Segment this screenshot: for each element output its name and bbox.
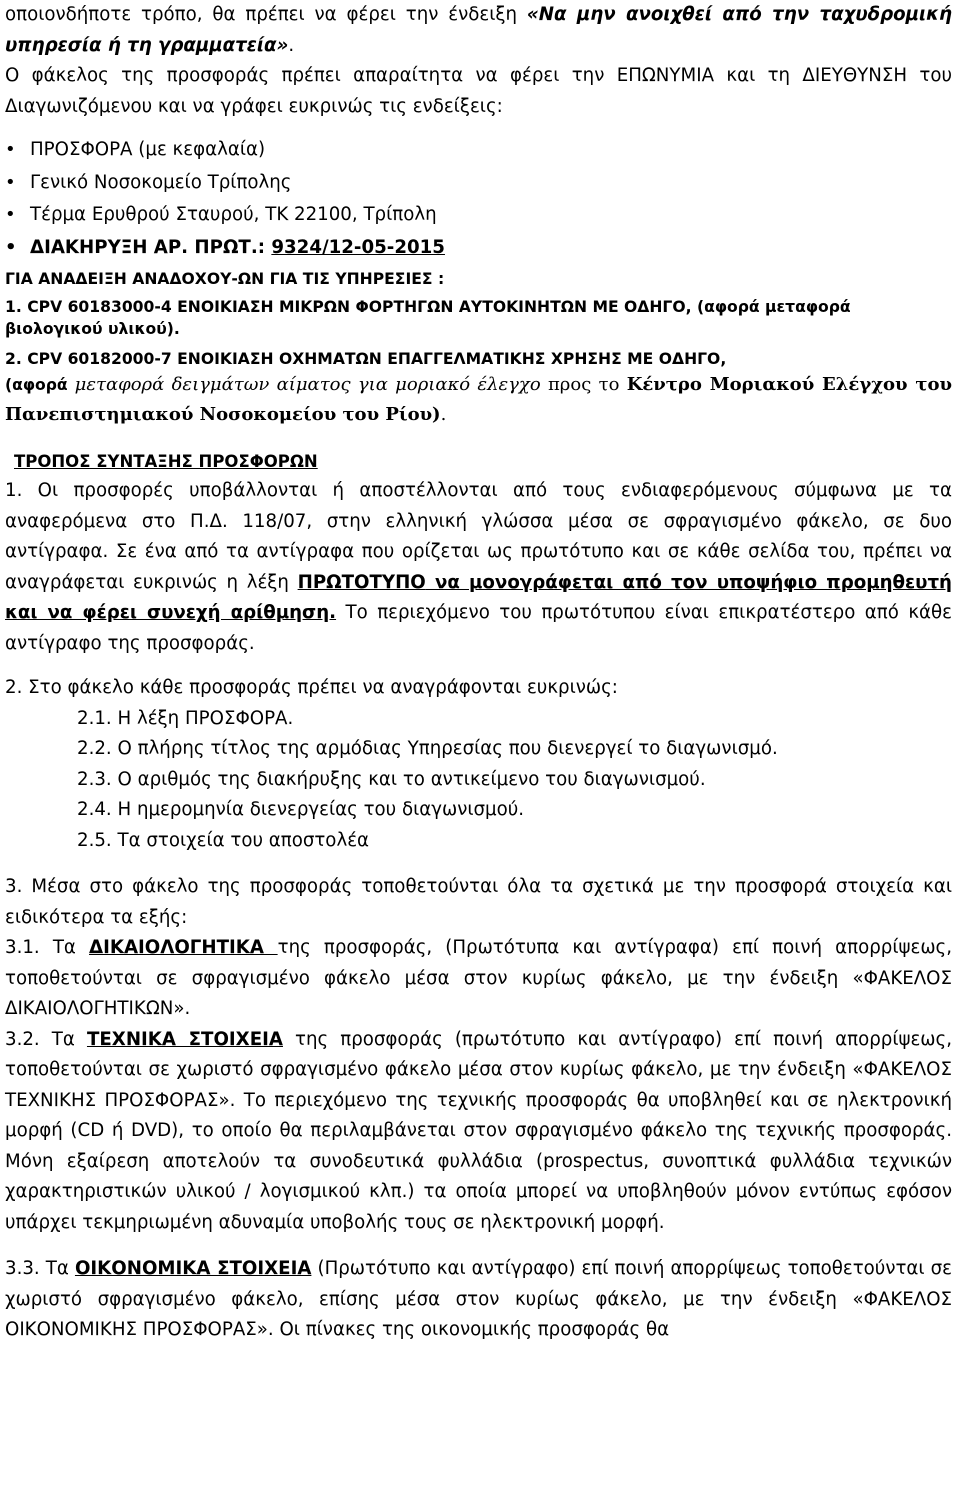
- paragraph-3-3: 3.3. Τα ΟΙΚΟΝΟΜΙΚΑ ΣΤΟΙΧΕΙΑ (Πρωτότυπο και αντίγραφο) επί ποινή απορρίψεως τοποθετούνται σε χωριστό σφραγισμένο φάκελο, επίσης μέσα στον κυρίως φάκελο, με την ένδειξη «ΦΑΚΕΛΟΣ ΟΙΚΟΝΟΜΙΚΗΣ ΠΡΟΣΦΟΡΑΣ». Οι πίνακες της οικονομικής προσφοράς θα: [5, 1258, 952, 1340]
- list-item: 2.1. Η λέξη ΠΡΟΣΦΟΡΑ.: [77, 707, 294, 729]
- bullet-icon: •: [5, 139, 16, 160]
- list-item: • ΠΡΟΣΦΟΡΑ (με κεφαλαία): [0, 134, 960, 167]
- list-item: 2.2. Ο πλήρης τίτλος της αρμόδιας Υπηρεσίας που διενεργεί το διαγωνισμό.: [77, 738, 778, 759]
- list-item: • Τέρμα Ερυθρού Σταυρού, ΤΚ 22100, Τρίπολη: [0, 199, 960, 232]
- list-item: [0, 232, 960, 265]
- list-item: 2.4. Η ημερομηνία διενεργείας του διαγωνισμού.: [77, 799, 525, 820]
- intro-paragraph: [0, 0, 960, 61]
- paragraph-3-2: 3.2. Τα ΤΕΧΝΙΚΑ ΣΤΟΙΧΕΙΑ της προσφοράς (πρωτότυπο και αντίγραφο) επί ποινή απορρίψεως, τοποθετούνται σε χωριστό σφραγισμένο φάκελο μέσα στον κυρίως φάκελο, με την ένδειξη «ΦΑΚΕΛΟΣ ΤΕΧΝΙΚΗΣ ΠΡΟΣΦΟΡΑΣ». Το περιεχόμενο της τεχνικής προσφοράς θα υποβληθεί και σε ηλεκτρονική μορφή (CD ή DVD), το οποίο θα περιλαμβάνεται στον σφραγισμένο φάκελο της τεχνικής προσφοράς. Μόνη εξαίρεση αποτελούν τα συνοδευτικά φυλλάδια (prospectus, συνοπτικά φυλλάδια τεχνικών χαρακτηριστικών υλικού / λογισμικού κλπ.) τα οποία μπορεί να υποβληθούν μόνον εντύπως εφόσον υπάρχει τεκμηριωμένη αδυναμία υποβολής τους σε ηλεκτρονική μορφή.: [5, 1028, 952, 1233]
- tender-label: ΔΙΑΚΗΡΥΞΗ ΑΡ. ΠΡΩΤ.:: [30, 236, 272, 258]
- paragraph-1: 1. Οι προσφορές υποβάλλονται ή αποστέλλονται από τους ενδιαφερόμενους σύμφωνα με τα αναφερόμενα στο Π.Δ. 118/07, στην ελληνική γλώσσα μέσα σε σφραγισμένο φάκελο, σε δυο αντίγραφα. Σε ένα από τα αντίγραφα που ορίζεται ως πρωτότυπο και σε κάθε σελίδα του, πρέπει να αναγράφεται ευκρινώς η λέξη ΠΡΩΤΟΤΥΠΟ να μονογράφεται από τον υποψήφιο προμηθευτή και να φέρει συνεχή αρίθμηση. Το περιεχόμενο του πρωτότυπου είναι επικρατέστερο από κάθε αντίγραφο της προσφοράς.: [5, 480, 952, 654]
- paragraph-3: 3. Μέσα στο φάκελο της προσφοράς τοποθετούνται όλα τα σχετικά με την προσφορά στοιχεία και ειδικότερα τα εξής:: [5, 876, 952, 928]
- bullet-icon: •: [5, 236, 17, 258]
- list-item: 2.5. Τα στοιχεία του αποστολέα: [77, 829, 370, 851]
- bullet-icon: •: [5, 171, 16, 193]
- original-word: ΠΡΩΤΟΤΥΠΟ: [297, 571, 426, 593]
- paragraph-3-1: 3.1. Τα ΔΙΚΑΙΟΛΟΓΗΤΙΚΑ της προσφοράς, (Πρωτότυπα και αντίγραφα) επί ποινή απορρίψεως, τοποθετούνται σε σφραγισμένο φάκελο μέσα στον κυρίως φάκελο, με την ένδειξη «ΦΑΚΕΛΟΣ ΔΙΚΑΙΟΛΟΓΗΤΙΚΩΝ».: [5, 937, 953, 1019]
- intro-notice: «Να μην ανοιχθεί από την ταχυδρομική υπηρεσία ή τη γραμματεία»: [5, 4, 952, 56]
- cpv-item-2-detail: (αφορά μεταφορά δειγμάτων αίματος για μοριακό έλεγχο προς το Κέντρο Μοριακού Ελέγχου του Πανεπιστημιακού Νοσοκομείου του Ρίου).: [5, 374, 952, 425]
- envelope-paragraph: Ο φάκελος της προσφοράς πρέπει απαραίτητα να φέρει την ΕΠΩΝΥΜΙΑ και τη ΔΙΕΥΘΥΝΣΗ του Διαγωνιζόμενου και να γράφει ευκρινώς τις ενδείξεις:: [5, 65, 952, 117]
- cpv-item-2: 2. CPV 60182000-7 ΕΝΟΙΚΙΑΣΗ ΟΧΗΜΑΤΩΝ ΕΠΑΓΓΕΛΜΑΤΙΚΗΣ ΧΡΗΣΗΣ ΜΕ ΟΔΗΓΟ,: [5, 350, 727, 368]
- bullet-icon: •: [5, 204, 16, 225]
- cpv-item-1: 1. CPV 60183000-4 ΕΝΟΙΚΙΑΣΗ ΜΙΚΡΩΝ ΦΟΡΤΗΓΩΝ ΑΥΤΟΚΙΝΗΤΩΝ ΜΕ ΟΔΗΓΟ, (αφορά μεταφορά βιολογικού υλικού).: [5, 298, 851, 338]
- list-item: • Γενικό Νοσοκομείο Τρίπολης: [0, 167, 960, 200]
- intro-end: .: [288, 34, 295, 56]
- envelope-markings-list: [0, 134, 960, 264]
- tender-heading: ΓΙΑ ΑΝΑΔΕΙΞΗ ΑΝΑΔΟΧΟΥ-ΩΝ ΓΙΑ ΤΙΣ ΥΠΗΡΕΣΙΕΣ :: [5, 270, 445, 288]
- section-title: ΤΡΟΠΟΣ ΣΥΝΤΑΞΗΣ ΠΡΟΣΦΟΡΩΝ: [14, 452, 318, 471]
- list-item: 2.3. Ο αριθμός της διακήρυξης και το αντικείμενο του διαγωνισμού.: [77, 768, 706, 790]
- paragraph-2: 2. Στο φάκελο κάθε προσφοράς πρέπει να αναγράφονται ευκρινώς:: [5, 677, 618, 698]
- intro-text: οποιονδήποτε τρόπο, θα πρέπει να φέρει την ένδειξη: [5, 4, 527, 25]
- tender-number: 9324/12-05-2015: [271, 236, 445, 258]
